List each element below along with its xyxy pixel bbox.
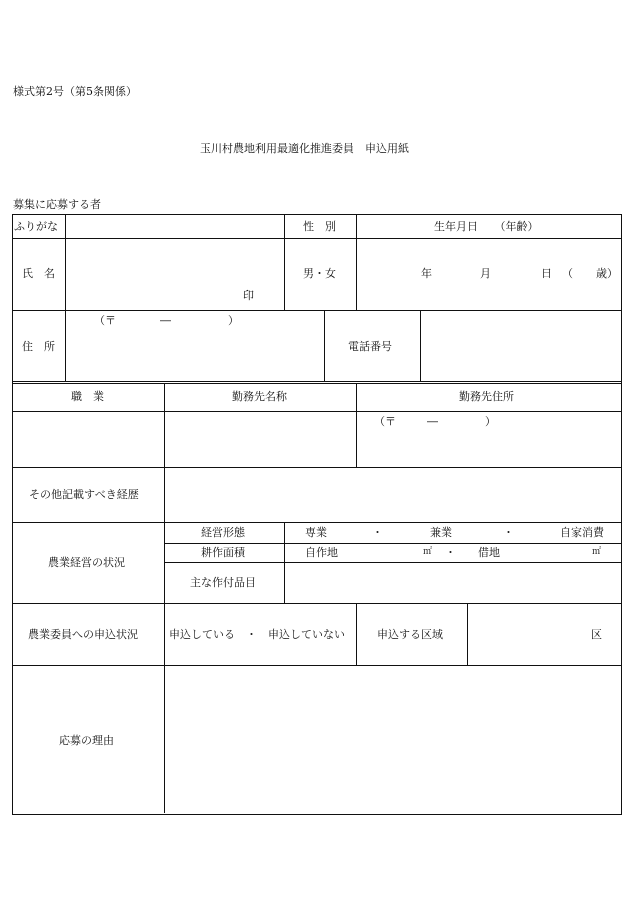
crops-label: 主な作付品目 [190, 576, 256, 589]
farm-type-self: 自家消費 [560, 526, 604, 539]
form-number: 様式第2号（第5条関係） [13, 85, 137, 98]
occupation-label: 職 業 [71, 390, 104, 403]
age-close: 歳） [596, 267, 618, 280]
page-title: 玉川村農地利用最適化推進委員 申込用紙 [200, 142, 409, 155]
postal-open: （〒 [94, 314, 116, 327]
application-status-options: 申込している ・ 申込していない [169, 628, 345, 641]
name-label: 氏 名 [22, 267, 55, 280]
farm-type-dot-1: ・ [372, 526, 383, 539]
month-label: 月 [480, 267, 491, 280]
employer-postal-dash: ― [427, 415, 438, 428]
year-label: 年 [421, 267, 432, 280]
age-open: （ [562, 267, 573, 280]
district-label: 申込する区域 [377, 628, 443, 641]
section-label: 募集に応募する者 [13, 198, 101, 211]
farm-area-label: 耕作面積 [201, 546, 245, 559]
phone-label: 電話番号 [348, 340, 392, 353]
district-unit: 区 [591, 628, 602, 641]
rented-land-unit: ㎡ [592, 547, 602, 557]
farm-type-label: 経営形態 [201, 526, 245, 539]
farm-area-dot: ・ [445, 546, 456, 559]
application-form-frame [12, 214, 622, 815]
own-land-unit: ㎡ [423, 547, 433, 557]
rented-land-label: 借地 [478, 546, 500, 559]
history-label: その他記載すべき経歴 [29, 488, 139, 501]
gender-options: 男・女 [303, 267, 336, 280]
farm-type-full: 専業 [305, 526, 327, 539]
committee-application-label: 農業委員への申込状況 [28, 628, 138, 641]
employer-label: 勤務先名称 [232, 390, 287, 403]
farming-label: 農業経営の状況 [48, 556, 125, 569]
furigana-label: ふりがな [14, 220, 58, 233]
farm-type-part: 兼業 [430, 526, 452, 539]
own-land-label: 自作地 [305, 546, 338, 559]
employer-postal-close: ） [485, 415, 496, 428]
gender-label: 性 別 [303, 220, 336, 233]
birth-label: 生年月日 （年齢） [434, 220, 539, 233]
day-label: 日 [541, 267, 552, 280]
seal-mark: 印 [243, 289, 254, 302]
employer-address-label: 勤務先住所 [459, 390, 514, 403]
address-label: 住 所 [22, 340, 55, 353]
postal-close: ） [228, 314, 239, 327]
postal-dash: ― [160, 314, 171, 327]
employer-postal-open: （〒 [374, 415, 396, 428]
farm-type-dot-2: ・ [503, 526, 514, 539]
reason-label: 応募の理由 [59, 734, 114, 747]
